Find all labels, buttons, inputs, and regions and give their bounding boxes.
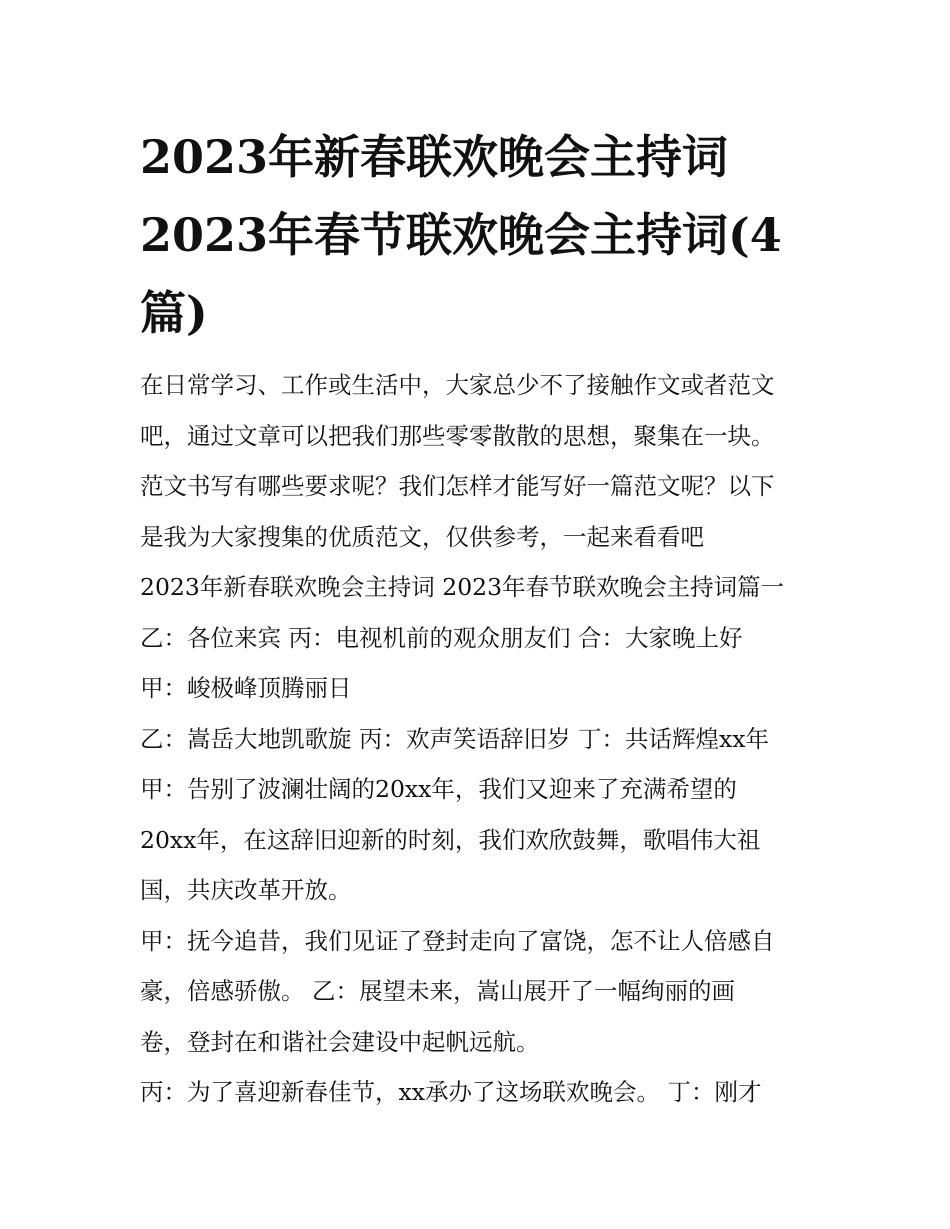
body-line-4: 是我为大家搜集的优质范文，仅供参考，一起来看看吧	[140, 522, 704, 551]
body-line-2: 吧，通过文章可以把我们那些零零散散的思想，聚集在一块。	[140, 421, 775, 450]
body-line-1: 在日常学习、工作或生活中，大家总少不了接触作文或者范文	[140, 371, 775, 399]
body-line-14: 卷，登封在和谐社会建设中起帆远航。	[140, 1027, 540, 1056]
body-line-12: 甲：抚今追昔，我们见证了登封走向了富饶，怎不让人倍感自	[140, 926, 775, 955]
body-line-13: 豪，倍感骄傲。 乙：展望未来，嵩山展开了一幅绚丽的画	[140, 977, 735, 1005]
body-line-8: 乙：嵩岳大地凯歌旋 丙：欢声笑语辞旧岁 丁：共话辉煌xx年	[140, 724, 769, 753]
title-line-2: 2023年春节联欢晚会主持词(4	[140, 208, 782, 262]
body-line-6: 乙：各位来宾 丙：电视机前的观众朋友们 合：大家晚上好	[140, 623, 743, 652]
body-line-5: 2023年新春联欢晚会主持词 2023年春节联欢晚会主持词篇一	[140, 573, 785, 601]
body-line-11: 国，共庆改革开放。	[140, 876, 352, 904]
document-page	[140, 0, 830, 1118]
title-line-1: 2023年新春联欢晚会主持词	[140, 130, 729, 184]
title-line-3: 篇)	[140, 286, 208, 340]
body-line-9: 甲：告别了波澜壮阔的20xx年，我们又迎来了充满希望的	[140, 775, 737, 803]
body-line-3: 范文书写有哪些要求呢？我们怎样才能写好一篇范文呢？以下	[140, 472, 775, 500]
body-line-15: 丙：为了喜迎新春佳节，xx承办了这场联欢晚会。 丁：刚才	[140, 1078, 762, 1106]
document-body	[140, 360, 830, 1118]
body-line-7: 甲：峻极峰顶腾丽日	[140, 674, 352, 702]
body-line-10: 20xx年，在这辞旧迎新的时刻，我们欢欣鼓舞，歌唱伟大祖	[140, 825, 761, 854]
document-title	[140, 118, 830, 352]
